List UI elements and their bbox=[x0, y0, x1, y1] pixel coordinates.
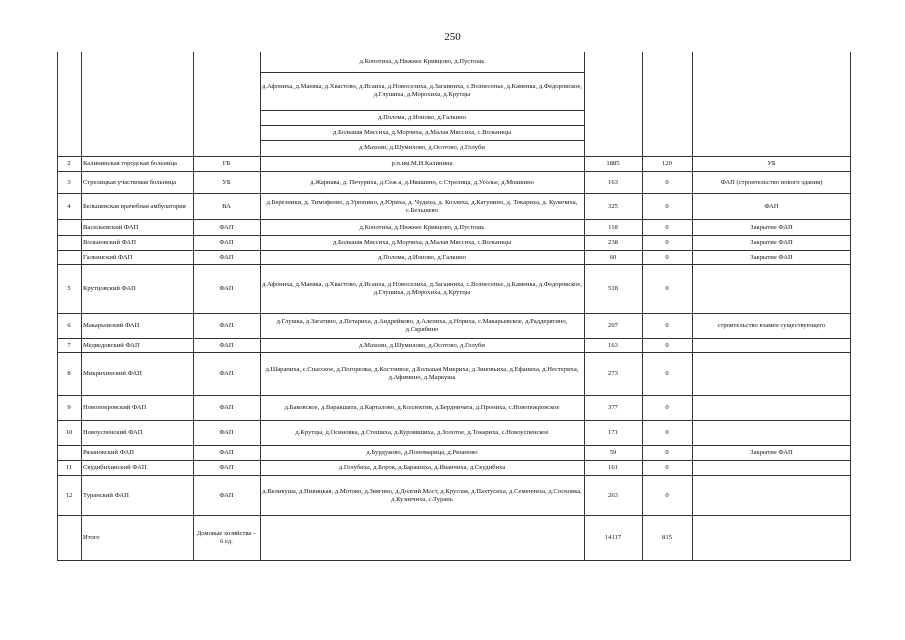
facility-type: ФАП bbox=[219, 429, 234, 436]
row-number: 2 bbox=[67, 160, 71, 167]
row-number bbox=[57, 251, 81, 264]
villages: д.Жарнава, д. Печуриха, д.Сеж а, д.Ивашино, с.Стрелица, д.Усолье, д.Мошкино bbox=[310, 178, 534, 186]
facility-type: ГБ bbox=[222, 160, 231, 167]
villages: д.Махоин, д.Шумилово, д.Осотово, д.Голуби bbox=[359, 341, 485, 349]
planned-action bbox=[692, 476, 851, 515]
table-row bbox=[57, 250, 851, 264]
facility-name: Бельшевская врачебная амбулатория bbox=[83, 202, 186, 210]
planned-action bbox=[692, 516, 851, 560]
children: 0 bbox=[665, 178, 669, 186]
population: 1885 bbox=[606, 160, 620, 167]
facility-type: ФАП bbox=[219, 239, 234, 246]
population: 59 bbox=[609, 449, 617, 456]
table-row bbox=[57, 193, 851, 219]
row-number: 6 bbox=[67, 322, 71, 329]
villages: д.Глушка, д.Загатино, д.Петариха, д.Андрейково, д.Алепиха, д.Нориха, с.Макарьевское, д.Раддерягино, д.Скрябино bbox=[276, 318, 568, 333]
facility-name: Галкинский ФАП bbox=[83, 253, 133, 261]
table-row bbox=[57, 338, 851, 352]
row-number: 12 bbox=[65, 491, 73, 499]
children: 120 bbox=[662, 160, 672, 167]
facility-name: Микрихинский ФАП bbox=[83, 370, 142, 377]
table-bottom-border bbox=[57, 560, 851, 561]
population: 518 bbox=[608, 285, 618, 292]
villages: р.п.им.М.И.Калинина bbox=[391, 160, 453, 167]
children: 0 bbox=[665, 370, 669, 377]
villages bbox=[260, 516, 584, 560]
children: 0 bbox=[665, 429, 669, 436]
total-row bbox=[57, 515, 851, 560]
table-row bbox=[57, 264, 851, 313]
villages: д.Копотиха, д.Нижнее Кривцово, д.Пустошь bbox=[359, 223, 485, 231]
planned-action bbox=[692, 461, 851, 475]
table-row bbox=[57, 445, 851, 460]
facility-type: ВА bbox=[222, 202, 231, 210]
facility-name: Крутцовский ФАП bbox=[83, 285, 136, 292]
children: 0 bbox=[665, 239, 669, 246]
planned-action bbox=[692, 396, 851, 420]
table-row bbox=[57, 313, 851, 338]
facility-type: ФАП bbox=[219, 449, 234, 456]
facility-type: ФАП bbox=[219, 341, 234, 349]
population: 163 bbox=[608, 178, 618, 186]
continuation-villages: д.Большая Мяссиха, д.Морчиха, д.Малая Мяссиха, с.Вольницы bbox=[332, 128, 512, 136]
row-number: 5 bbox=[67, 285, 71, 292]
facility-type: ФАП bbox=[219, 322, 234, 329]
table-row bbox=[57, 171, 851, 193]
total-population: 14117 bbox=[604, 534, 622, 541]
facility-name: Вольновский ФАП bbox=[83, 239, 136, 246]
table-row bbox=[57, 475, 851, 515]
row-number bbox=[57, 516, 81, 560]
planned-action bbox=[692, 265, 851, 313]
planned-action: Закрытие ФАП bbox=[750, 223, 793, 231]
children: 0 bbox=[665, 322, 669, 329]
facility-name: Рязановский ФАП bbox=[83, 449, 135, 456]
children: 0 bbox=[665, 253, 669, 261]
row-number: 10 bbox=[65, 429, 73, 436]
continuation-villages: д.Полома, д.Ионово, д.Галкино bbox=[378, 113, 466, 121]
table-row bbox=[57, 219, 851, 235]
villages: д.Великуша, д.Нивицкая, д.Мотово, д.Звягино, д.Долгий Мост, д.Круглая, д.Пахтусиха, д.Семенчиха, д.Сосновка, д.Кузнечиха, с.Турань bbox=[262, 487, 582, 503]
total-label: Итого bbox=[83, 534, 100, 541]
children: 0 bbox=[665, 464, 669, 471]
row-number bbox=[57, 220, 81, 235]
table-row bbox=[57, 395, 851, 420]
villages: д.Баковское, д.Варакшата, д.Карталово, д.Коллектив, д.Бердничата, д.Прониха, с.Новопокровское bbox=[284, 404, 560, 411]
population: 273 bbox=[608, 370, 618, 377]
children: 0 bbox=[665, 491, 669, 499]
row-number: 11 bbox=[65, 464, 73, 471]
population: 377 bbox=[608, 404, 618, 411]
children: 0 bbox=[665, 202, 669, 210]
villages: д.Крутцы, д.Осиновка, д.Стешиха, д.Курлявшиха, д.Золотое, д.Токариха, с.Новоуспенское bbox=[295, 429, 549, 436]
facility-type: ФАП bbox=[219, 491, 234, 499]
row-number: 7 bbox=[67, 341, 71, 349]
children: 0 bbox=[665, 341, 669, 349]
facility-name: Новопокровский ФАП bbox=[83, 404, 147, 411]
villages: д.Бурдуково, д.Пономарица, д.Рязаново bbox=[366, 449, 478, 456]
facilities-table bbox=[57, 52, 851, 560]
villages: д.Большая Мяссиха, д.Морчиха, д.Малая Мяссиха, с.Вольницы bbox=[332, 239, 512, 246]
children: 0 bbox=[665, 404, 669, 411]
facility-type: ФАП bbox=[219, 370, 234, 377]
row-number: 9 bbox=[67, 404, 71, 411]
table-row bbox=[57, 460, 851, 475]
facility-type: УБ bbox=[222, 178, 231, 186]
table-row bbox=[57, 420, 851, 445]
table-row bbox=[57, 235, 851, 250]
population: 118 bbox=[608, 223, 618, 231]
facility-type: ФАП bbox=[219, 253, 234, 261]
planned-action bbox=[692, 339, 851, 352]
facility-type: ФАП bbox=[219, 285, 234, 292]
row-number bbox=[57, 236, 81, 250]
planned-action: ФАП (строительство нового здания) bbox=[720, 178, 823, 186]
row-number: 4 bbox=[67, 202, 71, 210]
population: 207 bbox=[608, 322, 618, 329]
planned-action: Закрытие ФАП bbox=[750, 253, 793, 261]
facility-name: Калининская городская больница bbox=[83, 160, 177, 167]
planned-action bbox=[692, 353, 851, 395]
table-row bbox=[57, 156, 851, 171]
planned-action: Закрытие ФАП bbox=[750, 239, 793, 246]
facility-name: Васильевский ФАП bbox=[83, 223, 139, 231]
table-row bbox=[57, 352, 851, 395]
planned-action: строительство взамен существующего bbox=[717, 322, 826, 329]
population: 60 bbox=[609, 253, 617, 261]
planned-action bbox=[692, 421, 851, 445]
facility-type: ФАП bbox=[219, 464, 234, 471]
planned-action: УБ bbox=[767, 160, 776, 167]
facility-name: Стрелицкая участковая больница bbox=[83, 178, 177, 186]
facility-type: ФАП bbox=[219, 404, 234, 411]
households-note: Домовые хозяйства – 6 ед. bbox=[196, 530, 257, 545]
facility-name: Макарьевский ФАП bbox=[83, 322, 140, 329]
population: 238 bbox=[608, 239, 618, 246]
facility-name: Медведовский ФАП bbox=[83, 341, 140, 349]
page-number: 250 bbox=[444, 31, 461, 43]
villages: д.Березники, д. Тимофеево, д.Урюпино, д.Юриха, д. Чудиха, д. Козлиха, д.Катунино, д. Токариха, д. Куличиха, с.Бельшево bbox=[266, 198, 578, 214]
row-number bbox=[57, 446, 81, 460]
children: 0 bbox=[665, 223, 669, 231]
population: 325 bbox=[608, 202, 618, 210]
facility-type: ФАП bbox=[219, 223, 234, 231]
row-number: 8 bbox=[67, 370, 71, 377]
children: 0 bbox=[665, 285, 669, 292]
population: 163 bbox=[608, 341, 618, 349]
population: 161 bbox=[608, 464, 618, 471]
row-number: 3 bbox=[67, 178, 71, 186]
villages: д.Полома, д.Ионово, д.Галкино bbox=[378, 253, 466, 261]
continuation-villages: д.Махоин, д.Шумилово, д.Осотово, д.Голуби bbox=[359, 143, 485, 151]
planned-action: ФАП bbox=[764, 202, 779, 210]
planned-action: Закрытие ФАП bbox=[750, 449, 793, 456]
continuation-villages: д.Копотиха, д.Нижнее Кривцово, д.Пустошь bbox=[359, 58, 485, 65]
population: 263 bbox=[608, 491, 618, 499]
continuation-villages: д.Афониха, д.Маевка, д.Хвастово, д.Исаиха, д.Новоселиха, д.Загаиниха, с.Вознесенье, д.Каменка, д.Федоровское, д.Глушиха, д.Морохиха, д.Крутцы bbox=[262, 83, 582, 98]
villages: д.Шарапиха, с.Спасское, д.Погорелка, д.Костливое, д.Большая Микриха, д.Зиновьиха, д.Ефаниха, д.Нестериха, д.Афимино, д.Маркуша bbox=[265, 366, 579, 381]
children: 0 bbox=[665, 449, 669, 456]
facility-name: Новоуспенский ФАП bbox=[83, 429, 143, 436]
villages: д.Афониха, д.Маевка, д.Хвастово, д.Исаиха, д.Новоселиха, д.Загаиниха, с.Вознесенье, д.Каменка, д.Федоровское, д.Глушиха, д.Морохиха, д.Крутцы bbox=[262, 281, 582, 296]
total-children: 815 bbox=[662, 534, 672, 541]
facility-name: Туранский ФАП bbox=[83, 491, 129, 499]
facility-name: Скудибихинский ФАП bbox=[83, 464, 147, 471]
population: 171 bbox=[608, 429, 618, 436]
villages: д.Голубиха, д.Борок, д.Барашиха, д.Иванчиха, д.Скудибиха bbox=[338, 464, 506, 471]
